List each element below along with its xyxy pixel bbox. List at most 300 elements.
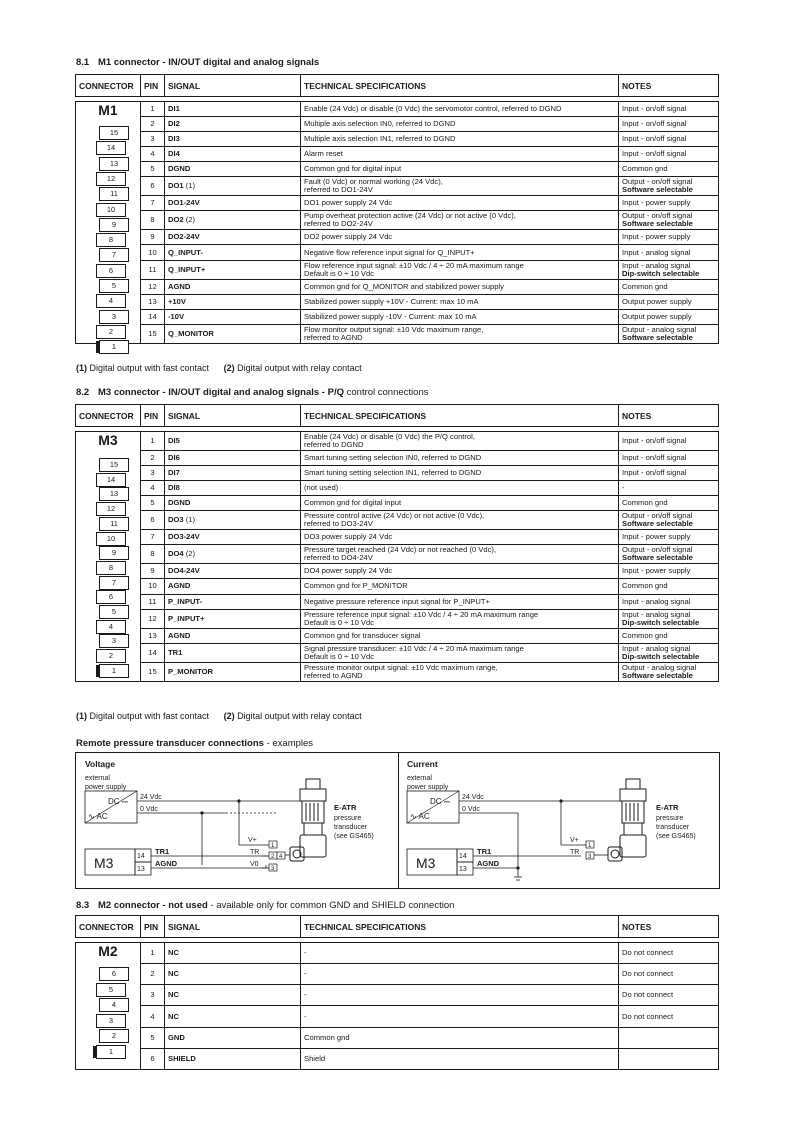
tech-spec-line: - <box>304 948 307 958</box>
signal-footnote-ref: (1) <box>185 181 196 191</box>
tech-spec-cell <box>301 466 619 481</box>
tech-spec-line: referred to DO2-24V <box>304 219 373 229</box>
notes-emphasis: Dip-switch selectable <box>622 651 700 661</box>
signal-name: DO4-24V <box>168 566 200 576</box>
tech-spec-cell <box>301 964 619 985</box>
pin-number: 3 <box>141 132 165 147</box>
m1-footnote <box>76 363 362 373</box>
signal-cell <box>165 324 301 343</box>
connector-pin-box: 15 <box>99 126 129 140</box>
signal-cell <box>165 211 301 230</box>
signal-name: P_MONITOR <box>168 666 214 676</box>
tech-spec-line: Flow reference input signal: ±10 Vdc / 4 ÷ 20 mA maximum range <box>304 260 524 270</box>
footnote-2-marker: (2) <box>223 363 235 373</box>
notes-line: Input - on/off signal <box>622 149 687 159</box>
table-row <box>76 609 719 628</box>
signal-name: DGND <box>168 164 191 174</box>
tech-spec-line: Default is 0 ÷ 10 Vdc <box>304 651 375 661</box>
current-ptr-line3: (see GS465) <box>656 833 696 840</box>
table-row <box>76 432 719 451</box>
tech-spec-line: Multiple axis selection IN0, referred to DGND <box>304 119 456 129</box>
connector-pin-box: 6 <box>96 264 126 278</box>
tech-spec-line: Signal pressure transducer: ±10 Vdc / 4 ÷ 20 mA maximum range <box>304 643 524 653</box>
notes-line: Output power supply <box>622 311 692 321</box>
footnote-1-marker: (1) <box>76 363 87 373</box>
signal-name: GND <box>168 1032 185 1042</box>
connector-pin-box: 14 <box>96 141 126 155</box>
connector-pin-box: 4 <box>96 294 126 308</box>
header-notes: NOTES <box>619 916 719 938</box>
signal-name: NC <box>168 948 179 958</box>
notes-line: Input - power supply <box>622 198 691 208</box>
table-row <box>76 260 719 279</box>
signal-name: DO2 <box>168 215 184 225</box>
connector-pin-box: 14 <box>96 473 126 487</box>
connector-pin-box: 4 <box>96 620 126 634</box>
footnote-2-text: Digital output with relay contact <box>234 363 362 373</box>
tech-spec-line: referred to AGND <box>304 670 363 680</box>
notes-line: Input - analog signal <box>622 609 691 619</box>
pin-number: 6 <box>141 177 165 196</box>
signal-name: SHIELD <box>168 1053 196 1063</box>
tech-spec-line: referred to DGND <box>304 440 364 450</box>
tech-spec-line: Enable (24 Vdc) or disable (0 Vdc) the P/Q control, <box>304 432 475 442</box>
notes-cell <box>619 530 719 545</box>
signal-cell <box>165 1027 301 1048</box>
table-row <box>76 662 719 681</box>
connector-pin-box: 3 <box>99 634 129 648</box>
signal-name: DI7 <box>168 468 180 478</box>
notes-line: Do not connect <box>622 969 674 979</box>
m1-connector-table <box>75 74 719 352</box>
notes-cell <box>619 1006 719 1027</box>
notes-line: Input - on/off signal <box>622 134 687 144</box>
notes-cell <box>619 211 719 230</box>
signal-name: DO3 <box>168 515 184 525</box>
notes-line: Output - on/off signal <box>622 177 693 187</box>
signal-cell <box>165 564 301 579</box>
voltage-term-3: 3 <box>271 866 275 872</box>
signal-name: NC <box>168 969 179 979</box>
tech-spec-line: Default is 0 ÷ 10 Vdc <box>304 617 375 627</box>
tech-spec-line: Enable (24 Vdc) or disable (0 Vdc) the servomotor control, referred to DGND <box>304 104 562 114</box>
tech-spec-cell <box>301 260 619 279</box>
current-tr1-label: TR1 <box>477 847 492 856</box>
table-row <box>76 964 719 985</box>
header-tech: TECHNICAL SPECIFICATIONS <box>301 405 619 427</box>
tech-spec-line: Fault (0 Vdc) or normal working (24 Vdc), <box>304 177 443 187</box>
table-row <box>76 530 719 545</box>
signal-name: +10V <box>168 296 186 306</box>
header-connector: CONNECTOR <box>76 75 141 97</box>
connector-pin-box: 6 <box>99 967 129 981</box>
tech-spec-cell <box>301 1048 619 1069</box>
tech-spec-line: Shield <box>304 1053 326 1063</box>
signal-cell <box>165 162 301 177</box>
signal-cell <box>165 294 301 309</box>
notes-cell <box>619 196 719 211</box>
signal-cell <box>165 196 301 211</box>
current-m3-label: M3 <box>416 855 436 871</box>
tech-spec-cell <box>301 511 619 530</box>
voltage-ext-line2: power supply <box>85 784 127 791</box>
connector-pin-box: 5 <box>99 605 129 619</box>
tech-spec-cell <box>301 196 619 211</box>
current-heading: Current <box>407 759 438 769</box>
signal-name: DO4 <box>168 549 184 559</box>
table-row <box>76 545 719 564</box>
table-row <box>76 245 719 260</box>
pin-number: 5 <box>141 162 165 177</box>
tech-spec-cell <box>301 1006 619 1027</box>
notes-cell <box>619 162 719 177</box>
signal-cell <box>165 245 301 260</box>
tech-spec-line: Smart tuning setting selection IN1, referred to DGND <box>304 468 482 478</box>
pin-number: 9 <box>141 230 165 245</box>
header-signal: SIGNAL <box>165 916 301 938</box>
tech-spec-line: DO3 power supply 24 Vdc <box>304 532 393 542</box>
signal-cell <box>165 643 301 662</box>
tech-spec-cell <box>301 324 619 343</box>
tech-spec-line: Common gnd for transducer signal <box>304 630 421 640</box>
tech-spec-cell <box>301 643 619 662</box>
pin-number: 1 <box>141 102 165 117</box>
notes-cell <box>619 294 719 309</box>
notes-line: Input - analog signal <box>622 643 691 653</box>
signal-name: -10V <box>168 311 185 321</box>
signal-name: DO3-24V <box>168 532 200 542</box>
tech-spec-line: Pump overheat protection active (24 Vdc) or not active (0 Vdc), <box>304 211 516 221</box>
voltage-vo-label: V0 <box>250 861 259 868</box>
voltage-pin13: 13 <box>137 866 145 873</box>
voltage-agnd-label: AGND <box>155 859 178 868</box>
m3-footnote <box>76 711 362 721</box>
pin-number: 3 <box>141 466 165 481</box>
tech-spec-cell <box>301 628 619 643</box>
current-pin13: 13 <box>459 866 467 873</box>
voltage-tr1-label: TR1 <box>155 847 170 856</box>
notes-cell <box>619 279 719 294</box>
current-ptr-line2: transducer <box>656 824 690 831</box>
pin-number: 15 <box>141 662 165 681</box>
table-row <box>76 564 719 579</box>
connector-pin-box: 2 <box>96 649 126 663</box>
pin-number: 12 <box>141 609 165 628</box>
notes-cell <box>619 309 719 324</box>
voltage-24v-label: 24 Vdc <box>140 794 162 801</box>
signal-name: TR1 <box>168 647 183 657</box>
table-row <box>76 466 719 481</box>
current-0v-label: 0 Vdc <box>462 806 480 813</box>
section-number: 8.3 <box>76 900 90 911</box>
tech-spec-cell <box>301 230 619 245</box>
notes-line: Input - power supply <box>622 566 691 576</box>
signal-cell <box>165 985 301 1006</box>
signal-cell <box>165 496 301 511</box>
notes-line: Output - analog signal <box>622 324 697 334</box>
notes-line: Common gnd <box>622 164 668 174</box>
current-term-3: 3 <box>588 854 592 860</box>
section-title-rest: - available only for common GND and SHIELD connection <box>207 900 455 911</box>
table-row <box>76 579 719 594</box>
tech-spec-line: Common gnd for digital input <box>304 164 402 174</box>
table-row <box>76 230 719 245</box>
current-ext-line2: power supply <box>407 784 449 791</box>
tech-spec-cell <box>301 564 619 579</box>
signal-cell <box>165 662 301 681</box>
signal-cell <box>165 628 301 643</box>
pin-number: 2 <box>141 451 165 466</box>
notes-line: Input - analog signal <box>622 596 691 606</box>
current-vplus-label: V+ <box>570 837 579 844</box>
signal-cell <box>165 147 301 162</box>
table-row <box>76 481 719 496</box>
footnote-1-text: Digital output with fast contact <box>87 363 210 373</box>
voltage-m3-label: M3 <box>94 855 114 871</box>
voltage-ptr-line1: pressure <box>334 815 362 822</box>
connector-pin-box: 1 <box>99 340 129 354</box>
table-row <box>76 594 719 609</box>
signal-cell <box>165 943 301 964</box>
signal-cell <box>165 964 301 985</box>
tech-spec-cell <box>301 245 619 260</box>
voltage-panel <box>85 759 374 875</box>
current-ext-line1: external <box>407 775 432 782</box>
section-number: 8.2 <box>76 387 90 398</box>
connector-pin-box: 15 <box>99 458 129 472</box>
header-tech: TECHNICAL SPECIFICATIONS <box>301 916 619 938</box>
signal-name: DO2-24V <box>168 232 200 242</box>
notes-cell <box>619 985 719 1006</box>
notes-line: Output - on/off signal <box>622 545 693 555</box>
section-title: M1 connector - IN/OUT digital and analog signals <box>98 57 320 68</box>
connector-name: M2 <box>98 943 118 959</box>
notes-emphasis: Software selectable <box>622 670 693 680</box>
signal-name: DO1 <box>168 181 184 191</box>
header-pin: PIN <box>141 405 165 427</box>
tech-spec-line: - <box>304 1011 307 1021</box>
notes-line: Input - power supply <box>622 532 691 542</box>
pin-number: 11 <box>141 260 165 279</box>
tech-spec-line: - <box>304 969 307 979</box>
notes-line: Input - on/off signal <box>622 468 687 478</box>
pin-number: 6 <box>141 511 165 530</box>
tech-spec-cell <box>301 211 619 230</box>
tech-spec-line: Pressure reference input signal: ±10 Vdc / 4 ÷ 20 mA maximum range <box>304 609 539 619</box>
voltage-ptr-line3: (see GS465) <box>334 833 374 840</box>
connector-pin-box: 1 <box>96 1045 126 1059</box>
footnote-2-marker: (2) <box>223 711 235 721</box>
tech-spec-cell <box>301 579 619 594</box>
tech-spec-line: referred to DO3-24V <box>304 519 373 529</box>
current-tr-label: TR <box>570 849 580 856</box>
notes-line: Common gnd <box>622 630 668 640</box>
notes-line: - <box>622 483 625 493</box>
signal-name: NC <box>168 1011 179 1021</box>
notes-cell <box>619 432 719 451</box>
pin-number: 13 <box>141 294 165 309</box>
signal-cell <box>165 260 301 279</box>
voltage-etr-label: E-ATR <box>334 803 357 812</box>
notes-cell <box>619 943 719 964</box>
pin-number: 7 <box>141 196 165 211</box>
tech-spec-line: Common gnd for P_MONITOR <box>304 581 408 591</box>
tech-spec-line: DO4 power supply 24 Vdc <box>304 566 393 576</box>
notes-emphasis: Software selectable <box>622 219 693 229</box>
tech-spec-line: Negative flow reference input signal for Q_INPUT+ <box>304 247 475 257</box>
signal-cell <box>165 451 301 466</box>
voltage-tr-label: TR <box>250 849 260 856</box>
tech-spec-line: - <box>304 990 307 1000</box>
notes-line: Common gnd <box>622 581 668 591</box>
current-ptr-line1: pressure <box>656 815 684 822</box>
remote-title: Remote pressure transducer connections <box>76 738 264 749</box>
tech-spec-cell <box>301 545 619 564</box>
tech-spec-cell <box>301 294 619 309</box>
m3-connector-table <box>75 404 719 682</box>
tech-spec-line: Pressure target reached (24 Vdc) or not reached (0 Vdc), <box>304 545 497 555</box>
section-title: M3 connector - IN/OUT digital and analog signals - P/Q <box>98 387 344 398</box>
tech-spec-cell <box>301 451 619 466</box>
notes-line: Do not connect <box>622 1011 674 1021</box>
pin-number: 14 <box>141 643 165 662</box>
notes-emphasis: Software selectable <box>622 332 693 342</box>
connector-pin-box: 12 <box>96 172 126 186</box>
signal-cell <box>165 117 301 132</box>
connector-name: M1 <box>98 102 118 118</box>
tech-spec-cell <box>301 594 619 609</box>
connector-name: M3 <box>98 432 118 448</box>
tech-spec-line: Stabilized power supply +10V - Current: max 10 mA <box>304 296 479 306</box>
notes-line: Input - analog signal <box>622 247 691 257</box>
notes-cell <box>619 1048 719 1069</box>
signal-name: Q_INPUT+ <box>168 264 206 274</box>
table-row <box>76 294 719 309</box>
connector-pin-box: 9 <box>99 546 129 560</box>
signal-cell <box>165 230 301 245</box>
table-row <box>76 511 719 530</box>
notes-line: Output power supply <box>622 296 692 306</box>
voltage-ptr-line2: transducer <box>334 824 368 831</box>
pin-number: 11 <box>141 594 165 609</box>
tech-spec-line: Common gnd for Q_MONITOR and stabilized power supply <box>304 281 504 291</box>
connector-pin-box: 11 <box>99 187 129 201</box>
table-row <box>76 279 719 294</box>
notes-cell <box>619 466 719 481</box>
tech-spec-cell <box>301 1027 619 1048</box>
table-row <box>76 496 719 511</box>
tech-spec-line: DO1 power supply 24 Vdc <box>304 198 393 208</box>
connector-pinout-diagram <box>76 943 141 1070</box>
notes-line: Input - analog signal <box>622 260 691 270</box>
connector-pin-box: 13 <box>99 487 129 501</box>
signal-name: DI4 <box>168 149 180 159</box>
notes-cell <box>619 662 719 681</box>
notes-cell <box>619 964 719 985</box>
tech-spec-cell <box>301 117 619 132</box>
tech-spec-cell <box>301 177 619 196</box>
connector-pin-box: 13 <box>99 157 129 171</box>
signal-cell <box>165 432 301 451</box>
pin-number: 1 <box>141 943 165 964</box>
signal-cell <box>165 594 301 609</box>
signal-name: DGND <box>168 498 191 508</box>
current-etr-label: E-ATR <box>656 803 679 812</box>
signal-cell <box>165 511 301 530</box>
signal-name: Q_INPUT- <box>168 247 204 257</box>
pin-number: 12 <box>141 279 165 294</box>
notes-cell <box>619 132 719 147</box>
header-pin: PIN <box>141 75 165 97</box>
tech-spec-cell <box>301 147 619 162</box>
notes-line: Input - on/off signal <box>622 453 687 463</box>
pin-number: 2 <box>141 964 165 985</box>
section-title-rest: control connections <box>343 387 429 398</box>
signal-cell <box>165 579 301 594</box>
table-row <box>76 628 719 643</box>
footnote-1-marker: (1) <box>76 711 87 721</box>
signal-name: DO1-24V <box>168 198 200 208</box>
tech-spec-cell <box>301 279 619 294</box>
tech-spec-cell <box>301 102 619 117</box>
current-dc-label: DC ⎓ <box>430 797 451 806</box>
signal-name: AGND <box>168 630 191 640</box>
tech-spec-cell <box>301 309 619 324</box>
signal-cell <box>165 1006 301 1027</box>
notes-cell <box>619 245 719 260</box>
signal-cell <box>165 132 301 147</box>
table-row <box>76 309 719 324</box>
notes-cell <box>619 117 719 132</box>
tech-spec-line: Multiple axis selection IN1, referred to DGND <box>304 134 456 144</box>
connector-pinout-diagram <box>76 102 141 352</box>
signal-cell <box>165 481 301 496</box>
notes-cell <box>619 564 719 579</box>
pin-number: 5 <box>141 1027 165 1048</box>
pin-number: 4 <box>141 1006 165 1027</box>
pin-number: 4 <box>141 481 165 496</box>
notes-line: Input - on/off signal <box>622 119 687 129</box>
table-row <box>76 211 719 230</box>
pin-number: 13 <box>141 628 165 643</box>
table-row <box>76 196 719 211</box>
tech-spec-cell <box>301 609 619 628</box>
connector-pin-box: 1 <box>99 664 129 678</box>
connector-pin-box: 5 <box>96 983 126 997</box>
header-connector: CONNECTOR <box>76 405 141 427</box>
notes-line: Input - on/off signal <box>622 436 687 446</box>
pin-number: 10 <box>141 579 165 594</box>
notes-cell <box>619 102 719 117</box>
notes-emphasis: Dip-switch selectable <box>622 617 700 627</box>
notes-cell <box>619 628 719 643</box>
m2-connector-table <box>75 915 719 1070</box>
tech-spec-cell <box>301 481 619 496</box>
pin-number: 8 <box>141 545 165 564</box>
current-agnd-label: AGND <box>477 859 500 868</box>
notes-cell <box>619 147 719 162</box>
connector-pin-box: 7 <box>99 576 129 590</box>
voltage-dc-label: DC ⎓ <box>108 797 129 806</box>
signal-cell <box>165 1048 301 1069</box>
pin-number: 6 <box>141 1048 165 1069</box>
footnote-2-text: Digital output with relay contact <box>234 711 362 721</box>
transducer-wiring-diagram <box>75 752 720 889</box>
notes-line: Common gnd <box>622 498 668 508</box>
section-title: M2 connector - not used <box>98 900 208 911</box>
notes-cell <box>619 260 719 279</box>
signal-name: P_INPUT- <box>168 596 203 606</box>
